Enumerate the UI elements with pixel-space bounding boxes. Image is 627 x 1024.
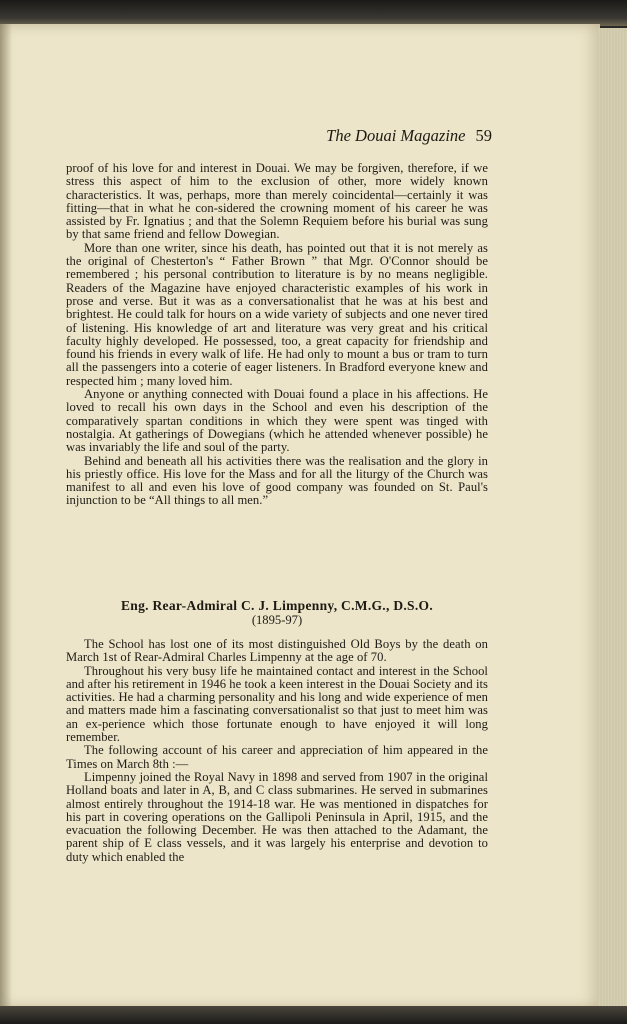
paragraph: Limpenny joined the Royal Navy in 1898 and served from 1907 in the original Holland boats and later in A, B, and C class submarines. He served in submarines almost entirely throughout the 1914-18 war. He was mentioned in dispatches for his part in covering operations on the Gallipoli Peninsula in April, 1915, and the evacuation the following December. He was then attached to the Adamant, the parent ship of E class vessels, and it was largely his enterprise and devotion to duty which enabled the	[66, 769, 488, 864]
paragraph: Anyone or anything connected with Douai found a place in his affections. He loved to recall his own days in the School and even his description of the comparatively spartan conditions in which they were spent was tinged with nostalgia. At gatherings of Dowegians (which he attended whenever possible) he was invariably the life and soul of the party.	[66, 387, 488, 455]
article-body-continued	[66, 162, 488, 508]
running-header	[300, 126, 492, 146]
scan-bottom-edge	[0, 1006, 627, 1024]
obituary-dates: (1895-97)	[251, 613, 303, 627]
obituary-body	[66, 638, 488, 864]
magazine-title: The Douai Magazine	[326, 126, 466, 145]
paragraph: Throughout his very busy life he maintained contact and interest in the School and after his retirement in 1946 he took a keen interest in the Douai Society and its activities. He had a charming personality and his long and wide experience of men and matters made him a fascinating conversationalist so that just to meet him was an ex-perience which those fortunate enough to have enjoyed it will long remember.	[66, 663, 488, 745]
obituary-name: Eng. Rear-Admiral C. J. Limpenny, C.M.G., D.S.O.	[120, 598, 434, 613]
gutter-shadow	[0, 24, 12, 1008]
paragraph: More than one writer, since his death, has pointed out that it is not merely as the original of Chesterton's “ Father Brown ” that Mgr. O'Connor should be remembered ; his personal contribution to literature is by no means negligible. Readers of the Magazine have enjoyed characteristic examples of his work in prose and verse. But it was as a conversationalist that he was at his best and brightest. He could talk for hours on a wide variety of subjects and one never tired of listening. His knowledge of art and literature was very great and his critical faculty highly developed. He possessed, too, a great capacity for friendship and found his friends in every walk of life. He had only to mount a bus or tram to turn all the passengers into a coterie of eager listeners. In Bradford everyone knew and respected him ; many loved him.	[66, 240, 488, 388]
paragraph: Behind and beneath all his activities there was the realisation and the glory in his priestly office. His love for the Mass and for all the liturgy of the Church was manifest to all and even his love of good company was founded on St. Paul's injunction to be “All things to all men.”	[66, 453, 488, 508]
scan-top-edge	[0, 0, 627, 26]
page-number: 59	[475, 126, 492, 145]
page-stack-edge	[598, 28, 627, 1006]
obituary-heading	[66, 598, 488, 628]
paragraph: The School has lost one of its most distinguished Old Boys by the death on March 1st of Rear-Admiral Charles Limpenny at the age of 70.	[66, 637, 488, 665]
paragraph: The following account of his career and appreciation of him appeared in the Times on March 8th :—	[66, 743, 488, 771]
paragraph: proof of his love for and interest in Douai. We may be forgiven, therefore, if we stress this aspect of him to the exclusion of other, more widely known characteristics. It was, perhaps, more than merely coincidental—certainly it was fitting—that in what he con-sidered the crowning moment of his career he was assisted by Fr. Ignatius ; and that the Solemn Requiem before his burial was sung by that same friend and fellow Dowegian.	[66, 161, 488, 242]
